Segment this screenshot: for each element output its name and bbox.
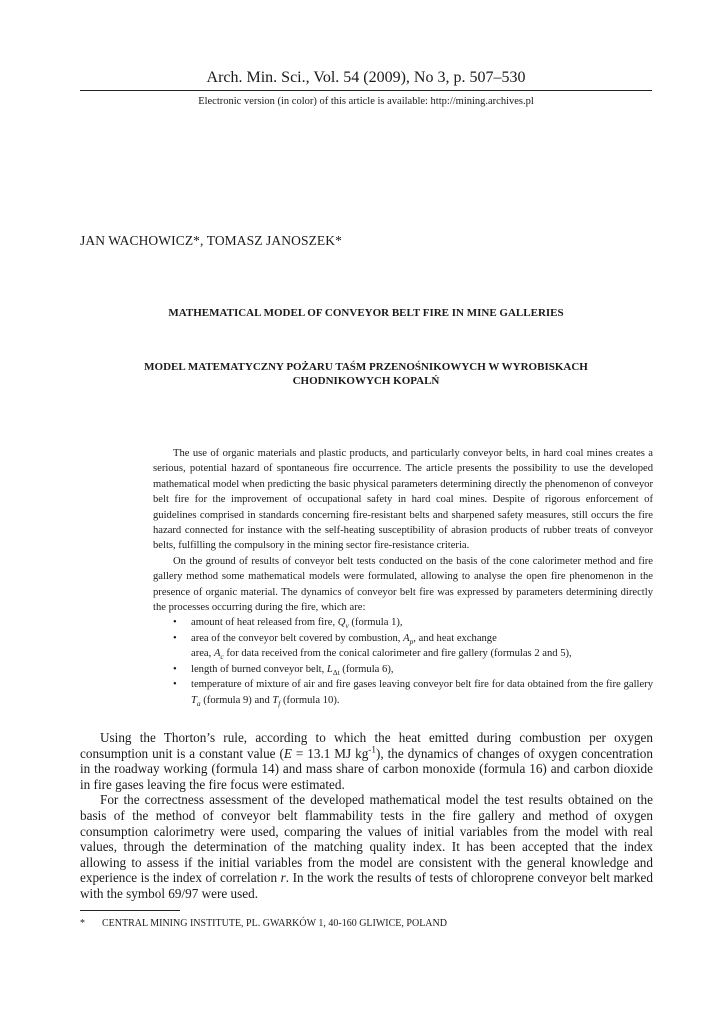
list-item-text: area of the conveyor belt covered by combustion, <box>191 632 404 644</box>
symbol: E <box>283 745 292 761</box>
symbol-subscript: a <box>196 698 201 708</box>
list-item-text: area, <box>191 648 214 660</box>
abstract-paragraph-2: On the ground of results of conveyor belt tests conducted on the basis of the cone calorimeter method and fire gallery method some mathematical models were formulated, allowing to analyse the open fire phenomenon in the presence of organic material. The dynamics of conveyor belt fire was expressed by parameters determining directly the processes occurring during the fire, which are: <box>153 555 653 614</box>
body-text <box>80 730 653 902</box>
paragraph-text: Using the Thorton’s rule, according to which the heat emitted during combustion per oxygen consumption unit is a constant value ( <box>80 730 653 761</box>
symbol: Q <box>337 617 346 629</box>
header-divider <box>80 90 652 91</box>
list-item-text: (formula 10). <box>280 694 340 706</box>
symbol-subscript: p <box>409 636 414 646</box>
superscript: -1 <box>368 744 376 755</box>
article-title-english: MATHEMATICAL MODEL OF CONVEYOR BELT FIRE IN MINE GALLERIES <box>168 307 564 319</box>
abstract <box>153 446 653 708</box>
author-list: JAN WACHOWICZ*, TOMASZ JANOSZEK* <box>80 233 342 248</box>
footnote-divider <box>80 910 180 911</box>
footnote-mark: * <box>80 918 85 929</box>
body-paragraph-1 <box>80 730 653 792</box>
list-item-text: temperature of mixture of air and fire gases leaving conveyor belt fire for data obtained from the fire gallery <box>191 679 653 691</box>
list-item-text: length of burned conveyor belt, <box>191 663 327 675</box>
symbol: A <box>213 648 221 660</box>
list-item <box>153 615 653 630</box>
article-title-polish: MODEL MATEMATYCZNY POŻARU TAŚM PRZENOŚNIKOWYCH W WYROBISKACH CHODNIKOWYCH KOPALŃ <box>144 361 588 387</box>
symbol: A <box>403 632 410 644</box>
electronic-version-note: Electronic version (in color) of this article is available: http://mining.archives.pl <box>198 96 534 107</box>
paragraph-text: ), the dynamics of changes of oxygen concentration in the roadway working (formula 14) and mass share of carbon monoxide (formula 16) and carbon dioxide in fire gases leaving the fire focus were estimated. <box>80 745 653 792</box>
paragraph-text: For the correctness assessment of the developed mathematical model the test results obtained on the basis of the method of conveyor belt flammability tests in the fire gallery and method of oxygen consumption calorimetry were used, comparing the values of initial variables from the model with real values, through the determination of the matching quality index. It has been accepted that the index allowing to assess if the initial variables from the model are consistent with the general knowledge and experience is the index of correlation <box>80 792 653 886</box>
footnote-text: CENTRAL MINING INSTITUTE, PL. GWARKÓW 1, 40-160 GLIWICE, POLAND <box>102 918 447 929</box>
bullet-icon: • <box>173 617 177 629</box>
paragraph-text: = 13.1 MJ kg <box>291 745 369 761</box>
list-item-text: (formula 9) and <box>200 694 273 706</box>
list-item <box>153 631 653 662</box>
symbol-subscript: c <box>220 652 224 662</box>
parameter-list <box>153 615 653 707</box>
bullet-icon: • <box>173 679 177 691</box>
symbol: T <box>272 694 279 706</box>
list-item-text: for data received from the conical calorimeter and fire gallery (formulas 2 and 5), <box>223 648 572 660</box>
list-item <box>153 662 653 677</box>
symbol-subscript: Δt <box>332 667 340 677</box>
symbol: r <box>280 870 286 886</box>
list-item-text: (formula 6), <box>339 663 394 675</box>
journal-citation: Arch. Min. Sci., Vol. 54 (2009), No 3, p. 507–530 <box>206 69 526 86</box>
bullet-icon: • <box>173 663 177 675</box>
list-item-text: , and heat exchange <box>413 632 497 644</box>
symbol-subscript: v <box>345 621 349 631</box>
list-item <box>153 677 653 708</box>
abstract-paragraph-1: The use of organic materials and plastic products, and particularly conveyor belts, in hard coal mines creates a serious, potential hazard of spontaneous fire occurrence. The article presents the possibility to use the developed mathematical model when predicting the basic physical parameters determining directly the phenomenon of conveyor belt fire for the improvement of occupational safety in hard coal mines. Despite of rigorous enforcement of guidelines comprised in standards concerning fire-resistant belts and sharpened safety measures, still occurs the fire hazard connected for instance with the self-heating susceptibility of abrasion products of rubber treats of conveyor belts, fulfilling the compulsory in the mining sector fire-resistance criteria. <box>153 448 653 552</box>
symbol: T <box>191 694 197 706</box>
body-paragraph-2 <box>80 792 653 901</box>
bullet-icon: • <box>173 632 177 644</box>
list-item-continuation <box>191 646 653 661</box>
list-item-text: amount of heat released from fire, <box>191 617 338 629</box>
symbol: L <box>326 663 333 675</box>
affiliation-footnote <box>80 917 447 930</box>
list-item-text: (formula 1), <box>348 617 403 629</box>
paragraph-text: . In the work the results of tests of chloroprene conveyor belt marked with the symbol 69/97 were used. <box>80 870 653 901</box>
symbol-subscript: f <box>278 698 281 708</box>
